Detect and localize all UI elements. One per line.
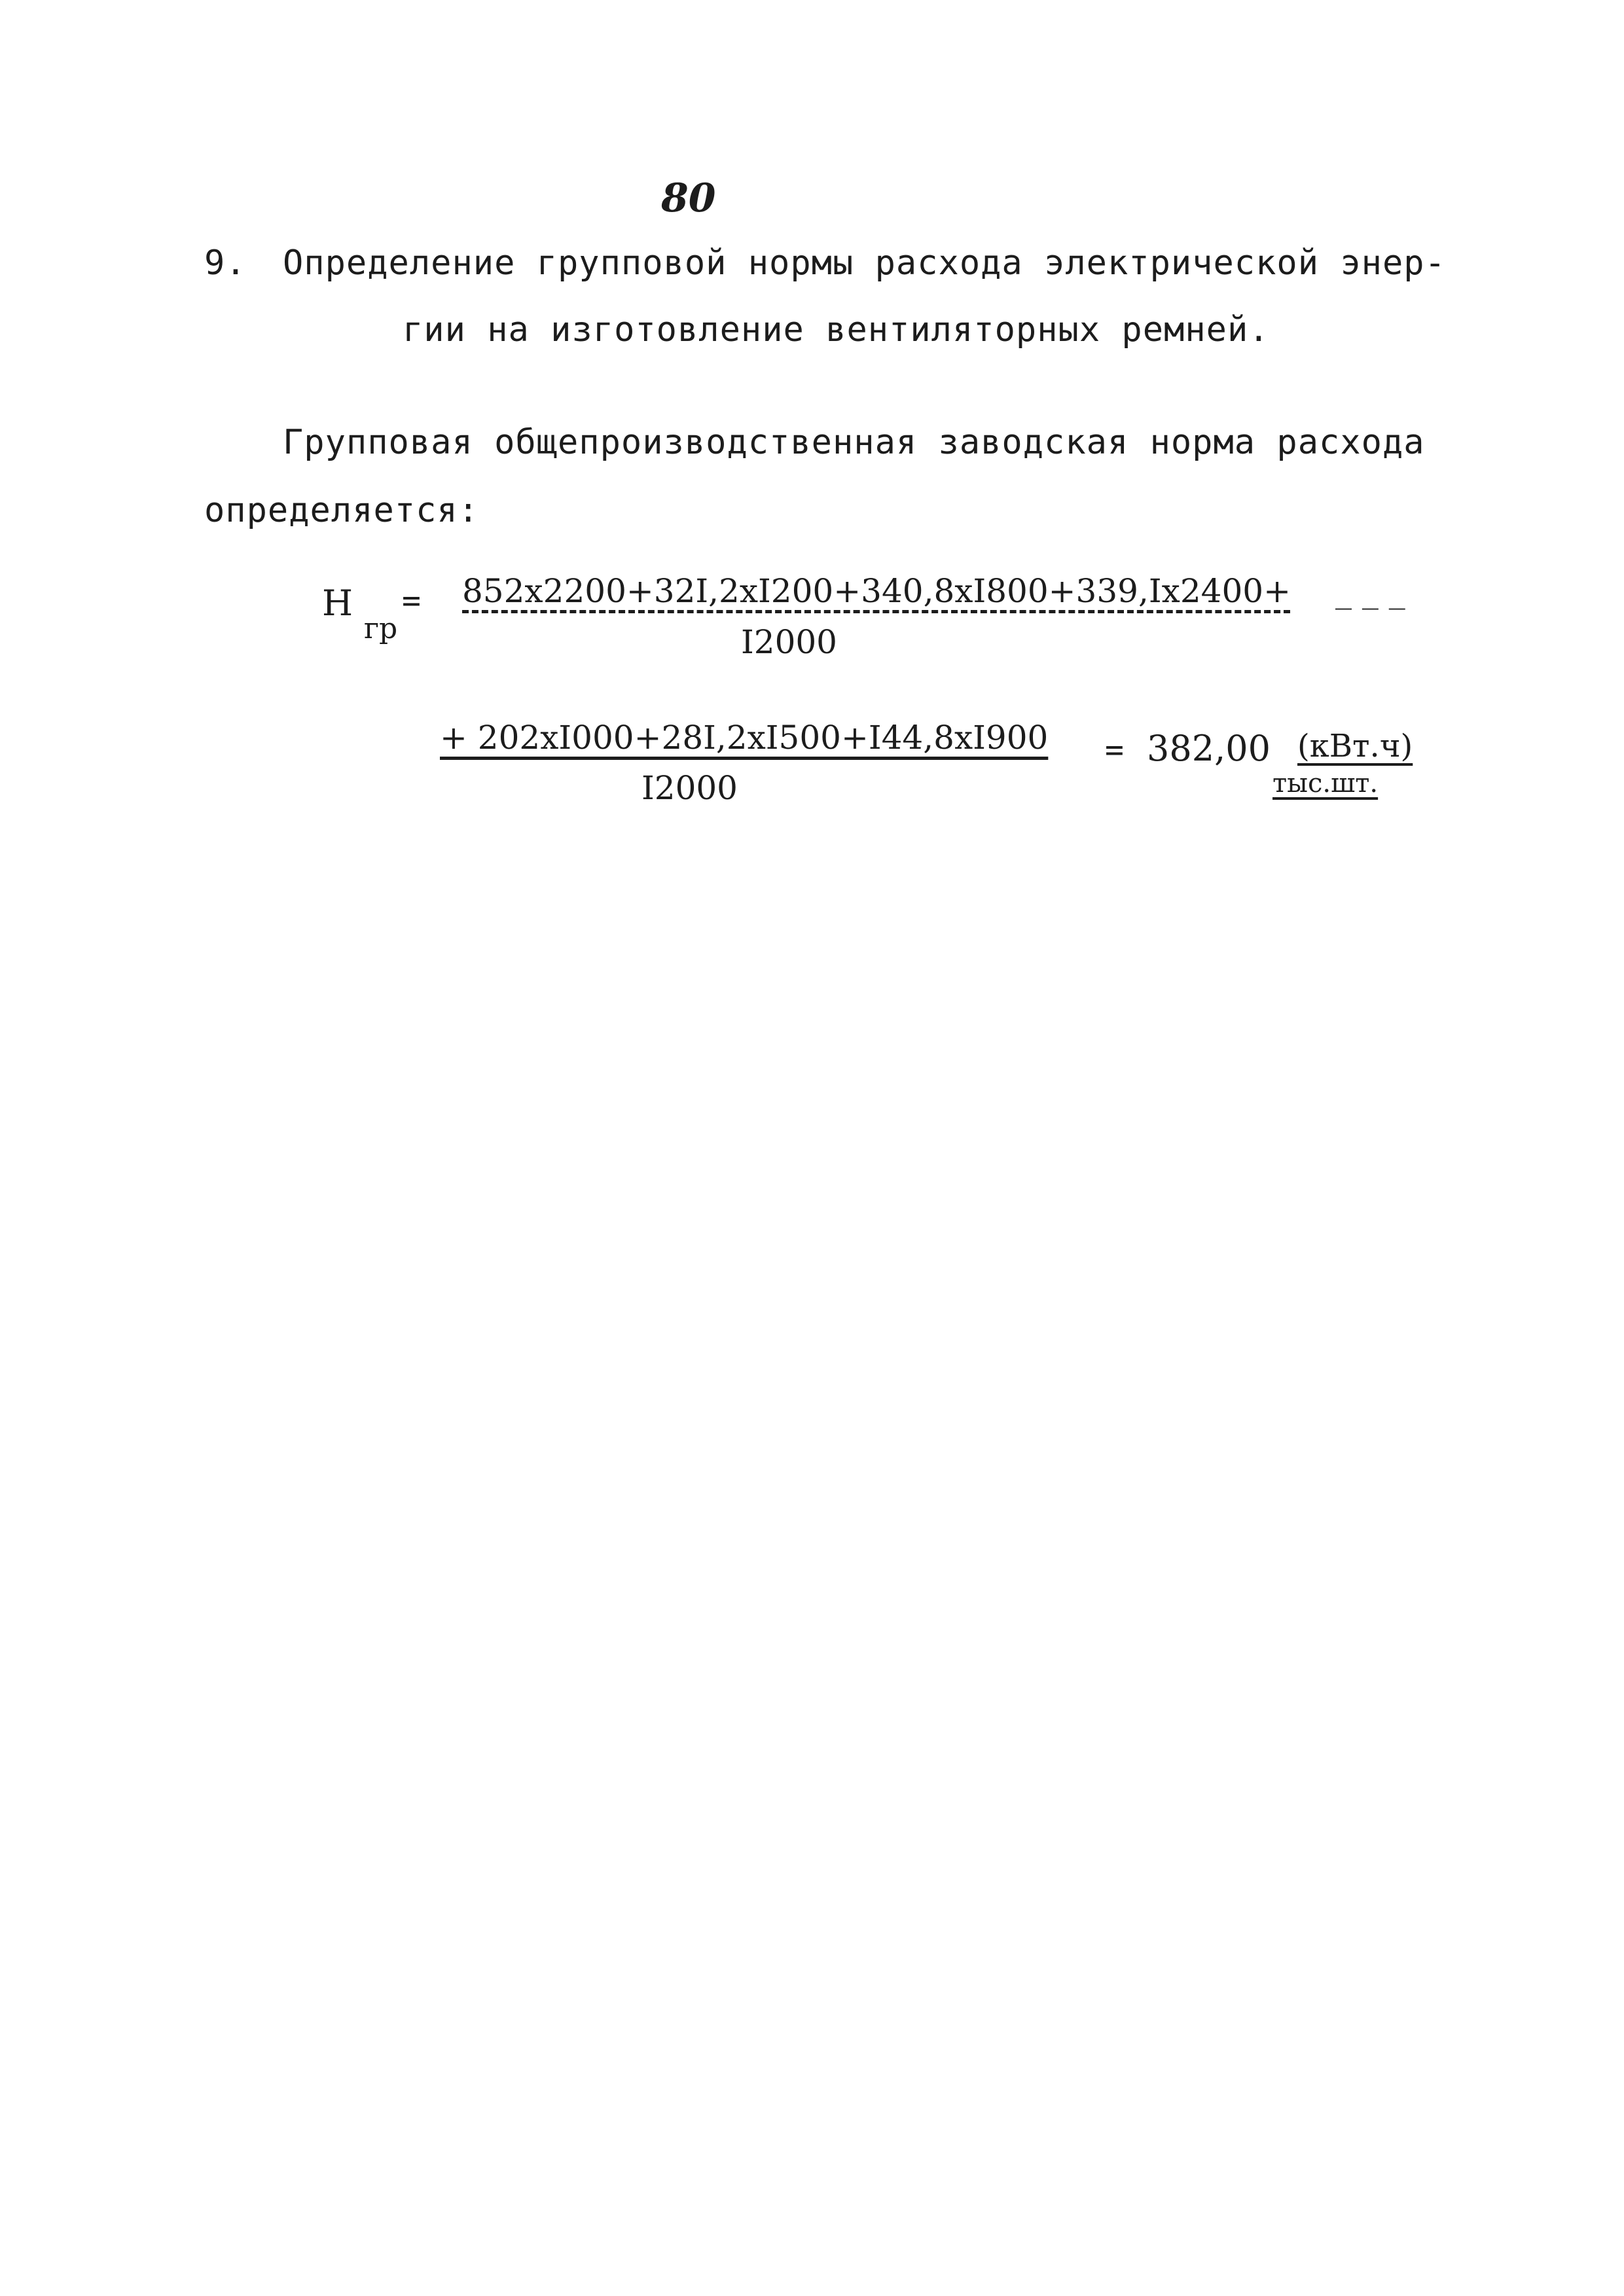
paragraph-line-2: определяется: bbox=[204, 491, 479, 530]
formula-denominator-1: I2000 bbox=[741, 623, 837, 661]
formula-denominator-2: I2000 bbox=[641, 769, 738, 807]
formula-result-value: 382,00 bbox=[1147, 728, 1271, 769]
formula-equals-sign: = bbox=[402, 583, 421, 619]
paragraph-line-1: Групповая общепроизводственная заводская норма расхода bbox=[283, 423, 1425, 462]
formula-unit-denominator: тыс.шт. bbox=[1272, 768, 1379, 798]
formula-subscript: гр bbox=[364, 612, 398, 645]
section-heading-line-2: гии на изготовление вентиляторных ремней. bbox=[403, 310, 1270, 350]
section-number: 9. bbox=[204, 243, 247, 283]
formula-numerator-1: 852x2200+32I,2xI200+340,8xI800+339,Ix2400+ bbox=[462, 572, 1291, 610]
formula-result-equals: = bbox=[1105, 732, 1124, 768]
page-number: 80 bbox=[661, 175, 716, 221]
formula-symbol: Н bbox=[322, 583, 353, 624]
formula-numerator-2: + 202xI000+28I,2xI500+I44,8xI900 bbox=[440, 719, 1049, 757]
formula-continuation-dashes: _ _ _ bbox=[1335, 572, 1405, 610]
section-heading-line-1: Определение групповой нормы расхода электрической энер- bbox=[283, 243, 1446, 283]
formula-unit-numerator: (кВт.ч) bbox=[1297, 728, 1413, 764]
